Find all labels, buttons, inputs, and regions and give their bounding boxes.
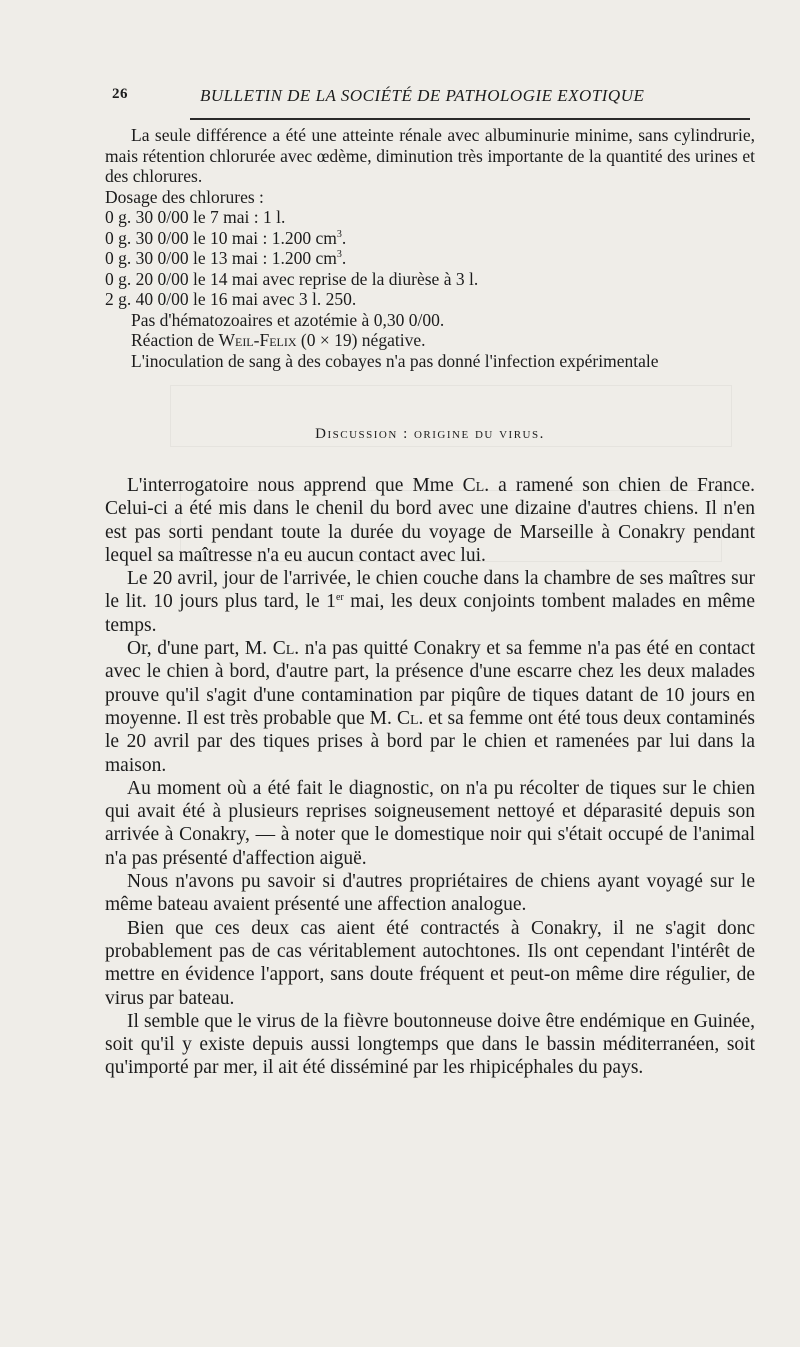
clinical-section <box>105 125 755 371</box>
paragraph: Le 20 avril, jour de l'arrivée, le chien couche dans la chambre de ses maîtres sur le lit. 10 jours plus tard, le 1er mai, les deux conjoints tombent malades en même temps. <box>105 568 755 636</box>
intro-paragraph: La seule différence a été une atteinte rénale avec albuminurie minime, sans cylindrurie, mais rétention chlorurée avec œdème, diminution très importante de la quantité des urines et des chlorures. <box>105 125 755 186</box>
dosage-line: 0 g. 30 0/00 le 7 mai : 1 l. <box>105 207 286 227</box>
paragraph: L'interrogatoire nous apprend que Mme Cl. a ramené son chien de France. Celui-ci a été mis dans le chenil du bord avec une dizaine d'autres chiens. Il n'en est pas sorti pendant toute la durée du voyage de Marseille à Conakry pendant lequel sa maîtresse n'a eu aucun contact avec lui. <box>105 475 755 566</box>
section-heading: Discussion : origine du virus. <box>315 426 545 442</box>
paragraph: Bien que ces deux cas aient été contractés à Conakry, il ne s'agit donc probablement pas de cas véritablement autochtones. Ils ont cependant l'intérêt de mettre en évidence l'apport, sans doute fréquent et peut-on même dire régulier, de virus par bateau. <box>105 917 755 1009</box>
header-rule <box>190 118 750 120</box>
dosage-line: 2 g. 40 0/00 le 16 mai avec 3 l. 250. <box>105 289 357 309</box>
dosage-title: Dosage des chlorures : <box>105 186 264 207</box>
paragraph: Au moment où a été fait le diagnostic, on n'a pu récolter de tiques sur le chien qui avait été à plusieurs reprises soigneusement nettoyé et déparasité depuis son arrivée à Conakry, — à noter que le domestique noir qui s'était occupé de l'animal n'a pas présenté d'affection aiguë. <box>105 777 755 869</box>
paragraph: Il semble que le virus de la fièvre boutonneuse doive être endémique en Guinée, soit qu'il y existe depuis aussi longtemps que dans le bassin méditerranéen, soit qu'importé par mer, il ait été disséminé par les rhipicéphales du pays. <box>105 1010 755 1079</box>
dosage-line: 0 g. 30 0/00 le 10 mai : 1.200 $cm^3$. <box>105 227 347 248</box>
hemato-line: Pas d'hématozoaires et azotémie à 0,30 0/00. <box>131 309 445 330</box>
dosage-line: 0 g. 20 0/00 le 14 mai avec reprise de la diurèse à 3 l. <box>105 268 479 289</box>
running-title: BULLETIN DE LA SOCIÉTÉ DE PATHOLOGIE EXOTIQUE <box>200 86 645 105</box>
inoculation-paragraph: L'inoculation de sang à des cobayes n'a pas donné l'infection expérimentale <box>131 350 659 371</box>
paragraph: Or, d'une part, M. Cl. n'a pas quitté Conakry et sa femme n'a pas été en contact avec le chien à bord, d'autre part, la présence d'une escarre chez les deux malades prouve qu'il s'agit d'une contamination par piqûre de tiques datant de 10 jours en moyenne. Il est très probable que M. Cl. et sa femme ont été tous deux contaminés le 20 avril par des tiques prises à bord par le chien et ramenées par lui dans la maison. <box>105 638 756 776</box>
dosage-line: 0 g. 30 0/00 le 13 mai : 1.200 $cm^3$. <box>105 248 347 268</box>
discussion-section <box>105 474 755 1080</box>
page-number: 26 <box>112 86 128 102</box>
paragraph: Nous n'avons pu savoir si d'autres propriétaires de chiens ayant voyagé sur le même bateau avaient présenté une affection analogue. <box>105 871 755 916</box>
reaction-line: Réaction de Weil-Felix (0 × 19) négative. <box>131 330 426 350</box>
